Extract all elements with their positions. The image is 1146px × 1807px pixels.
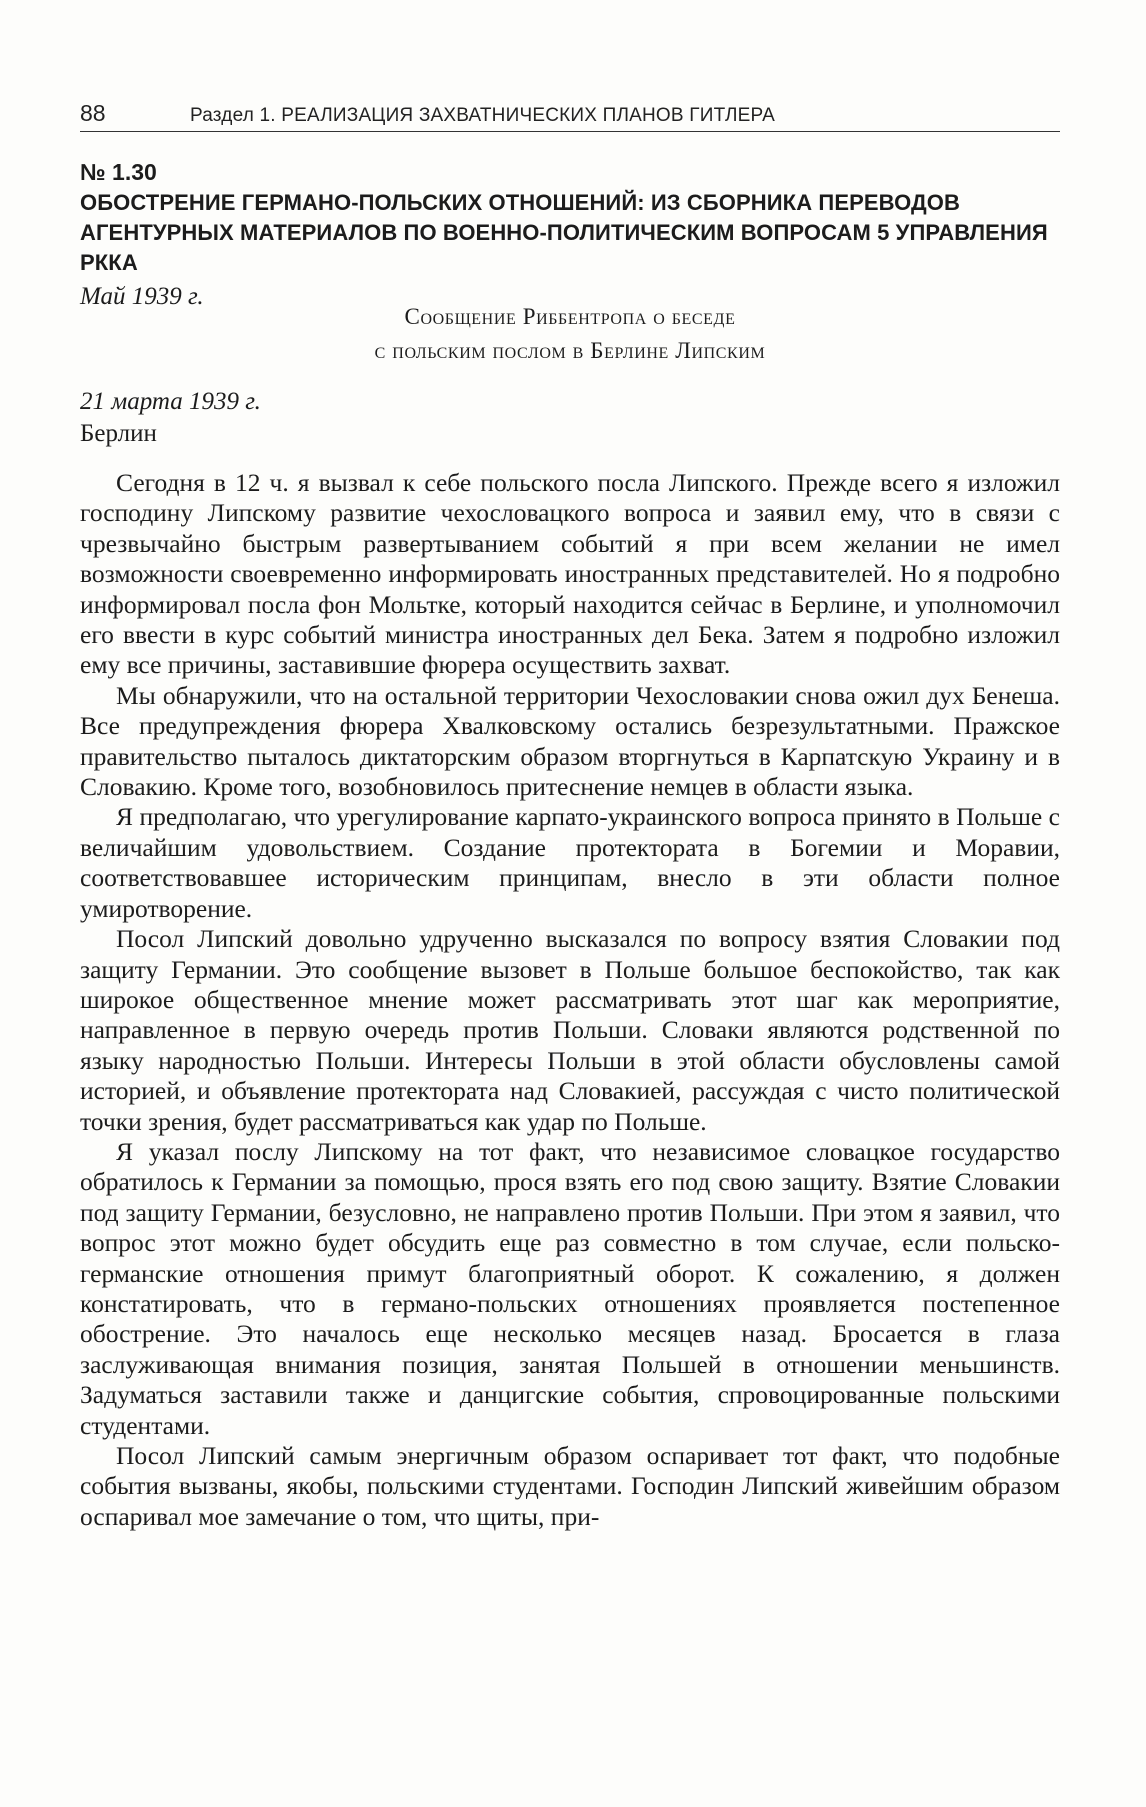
paragraph: Посол Липский самым энергичным образом оспаривает тот факт, что подобные события вызваны, якобы, польскими студентами. Господин Липский живейшим образом оспаривал мое замечание о том, что щиты, при-	[80, 1441, 1060, 1531]
paragraph: Я указал послу Липскому на тот факт, что независимое словацкое государство обратилось к Германии за помощью, прося взять его под свою защиту. Взятие Словакии под защиту Германии, безусловно, не направлено против Польши. При этом я заявил, что вопрос этот можно будет обсудить еще раз совместно в том случае, если польско-германские отношения примут благоприятный оборот. К сожалению, я должен констатировать, что в германо-польских отношениях проявляется постепенное обострение. Это началось еще несколько месяцев назад. Бросается в глаза заслуживающая внимания позиция, занятая Польшей в отношении меньшинств. Задуматься заставили также и данцигские события, спровоцированные польскими студентами.	[80, 1136, 1060, 1440]
document-heading: ОБОСТРЕНИЕ ГЕРМАНО-ПОЛЬСКИХ ОТНОШЕНИЙ: ИЗ СБОРНИКА ПЕРЕВОДОВ АГЕНТУРНЫХ МАТЕРИАЛОВ ПО ВОЕННО-ПОЛИТИЧЕСКИМ ВОПРОСАМ 5 УПРАВЛЕНИЯ РККА	[80, 190, 1048, 275]
letter-place: Берлин	[80, 420, 157, 447]
paragraph: Посол Липский довольно удрученно высказался по вопросу взятия Словакии под защиту Германии. Это сообщение вызовет в Польше большое беспокойство, так как широкое общественное мнение может рассматривать этот шаг как мероприятие, направленное в первую очередь против Польши. Словаки являются родственной по языку народностью Польши. Интересы Польши в этой области обусловлены самой историей, и объявление протектората над Словакией, рассуждая с чисто политической точки зрения, будет рассматриваться как удар по Польше.	[80, 924, 1060, 1136]
paragraph: Сегодня в 12 ч. я вызвал к себе польского посла Липского. Прежде всего я изложил господину Липскому развитие чехословацкого вопроса и заявил ему, что в связи с чрезвычайно быстрым развертыванием событий я при всем желании не имел возможности своевременно информировать иностранных представителей. Но я подробно информировал посла фон Мольтке, который находится сейчас в Берлине, и уполномочил его ввести в курс событий министра иностранных дел Бека. Затем я подробно изложил ему все причины, заставившие фюрера осуществить захват.	[80, 468, 1060, 680]
document-subtitle	[80, 300, 1060, 368]
page-number: 88	[80, 100, 106, 126]
book-page	[80, 100, 1060, 1532]
letter-date: 21 марта 1939 г.	[80, 388, 261, 415]
subtitle-line: с польским послом в Берлине Липским	[374, 338, 766, 363]
section-title: Раздел 1. РЕАЛИЗАЦИЯ ЗАХВАТНИЧЕСКИХ ПЛАНОВ ГИТЛЕРА	[190, 105, 775, 126]
running-head	[80, 100, 1060, 132]
subtitle-line: Сообщение Риббентропа о беседе	[404, 304, 736, 329]
paragraph: Мы обнаружили, что на остальной территории Чехословакии снова ожил дух Бенеша. Все предупреждения фюрера Хвалковскому остались безрезультатными. Пражское правительство пыталось диктаторским образом вторгнуться в Карпатскую Украину и в Словакию. Кроме того, возобновилось притеснение немцев в области языка.	[80, 680, 1060, 802]
body-text	[80, 468, 1060, 1532]
document-number: № 1.30	[80, 159, 157, 185]
document-date: Май 1939 г.	[80, 283, 204, 310]
paragraph: Я предполагаю, что урегулирование карпато-украинского вопроса принято в Польше с величайшим удовольствием. Создание протектората в Богемии и Моравии, соответствовавшее историческим принципам, внесло в эти области полное умиротворение.	[80, 802, 1060, 923]
